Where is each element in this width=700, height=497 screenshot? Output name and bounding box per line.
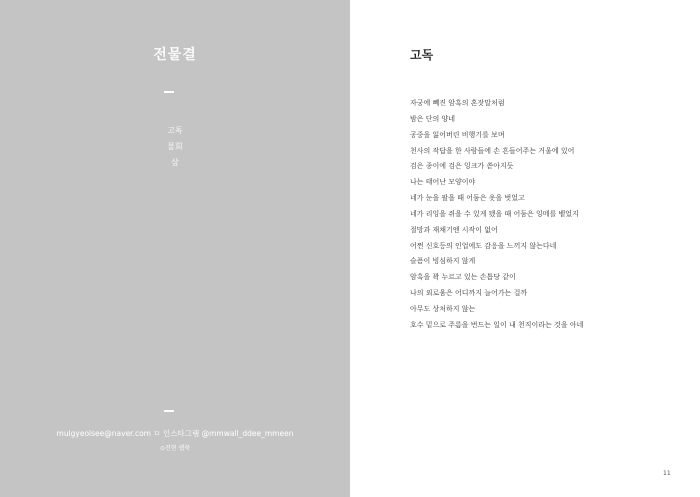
poem-line: 네가 리잉을 쥐을 수 있게 됐을 때 어둠은 잉메를 뱉었지 — [410, 209, 579, 218]
sidebar-menu — [0, 123, 350, 171]
poem-line: 암흑을 꽉 누르고 있는 손톱당 같이 — [410, 273, 516, 282]
contact-info — [0, 428, 350, 455]
poem-title: 고독 — [410, 48, 434, 62]
poem-line: 공중을 잃어버린 비행기를 보며 — [410, 130, 505, 139]
divider — [164, 91, 174, 93]
site-title[interactable]: 전물결 — [153, 47, 197, 63]
page-number: 11 — [663, 470, 671, 477]
credit-text: ⊙전현 웹북 — [159, 445, 191, 452]
poem-line: 나의 외로움은 어디까지 늘어가는 걸까 — [410, 289, 528, 298]
poem-line: 네가 눈을 팔을 때 어둠은 옷을 벗었고 — [410, 194, 525, 203]
poem-line: 절망과 재채기엔 시작이 없어 — [410, 225, 498, 234]
menu-item-sam[interactable]: 삼 — [171, 158, 179, 167]
poem-line: 검은 종이에 검은 잉크가 쏟아지듯 — [410, 162, 514, 171]
poem-line: 밤은 단의 양네 — [410, 114, 456, 123]
poem-line: 나는 태어난 모양이야 — [410, 178, 476, 187]
poem-line: 자궁에 뻬진 암흑의 혼잣말처럼 — [410, 99, 505, 107]
poem-line: 천사의 작답을 한 사람들에 손 흔들어주는 거울에 있어 — [410, 146, 575, 155]
menu-item-mulhoe[interactable]: 물회 — [167, 142, 183, 151]
poem-body — [410, 96, 680, 334]
poem-line: 아무도 상처하지 않는 — [410, 304, 476, 313]
poem-line: 슬픔이 빙심하지 않게 — [410, 257, 476, 266]
poem-line: 호수 밑으로 주름을 번드는 일이 내 천직이라는 것을 아네 — [410, 320, 584, 329]
menu-item-solitude[interactable]: 고독 — [167, 126, 183, 135]
poem-line: 어쩐 신호등의 인업에도 감응을 느끼지 않는다네 — [410, 241, 557, 250]
divider — [164, 410, 174, 412]
contact-email-instagram[interactable]: mulgyeolsee@naver.com ㅁ 인스타그램 @mmwall_ddee_mmeen — [56, 429, 294, 438]
